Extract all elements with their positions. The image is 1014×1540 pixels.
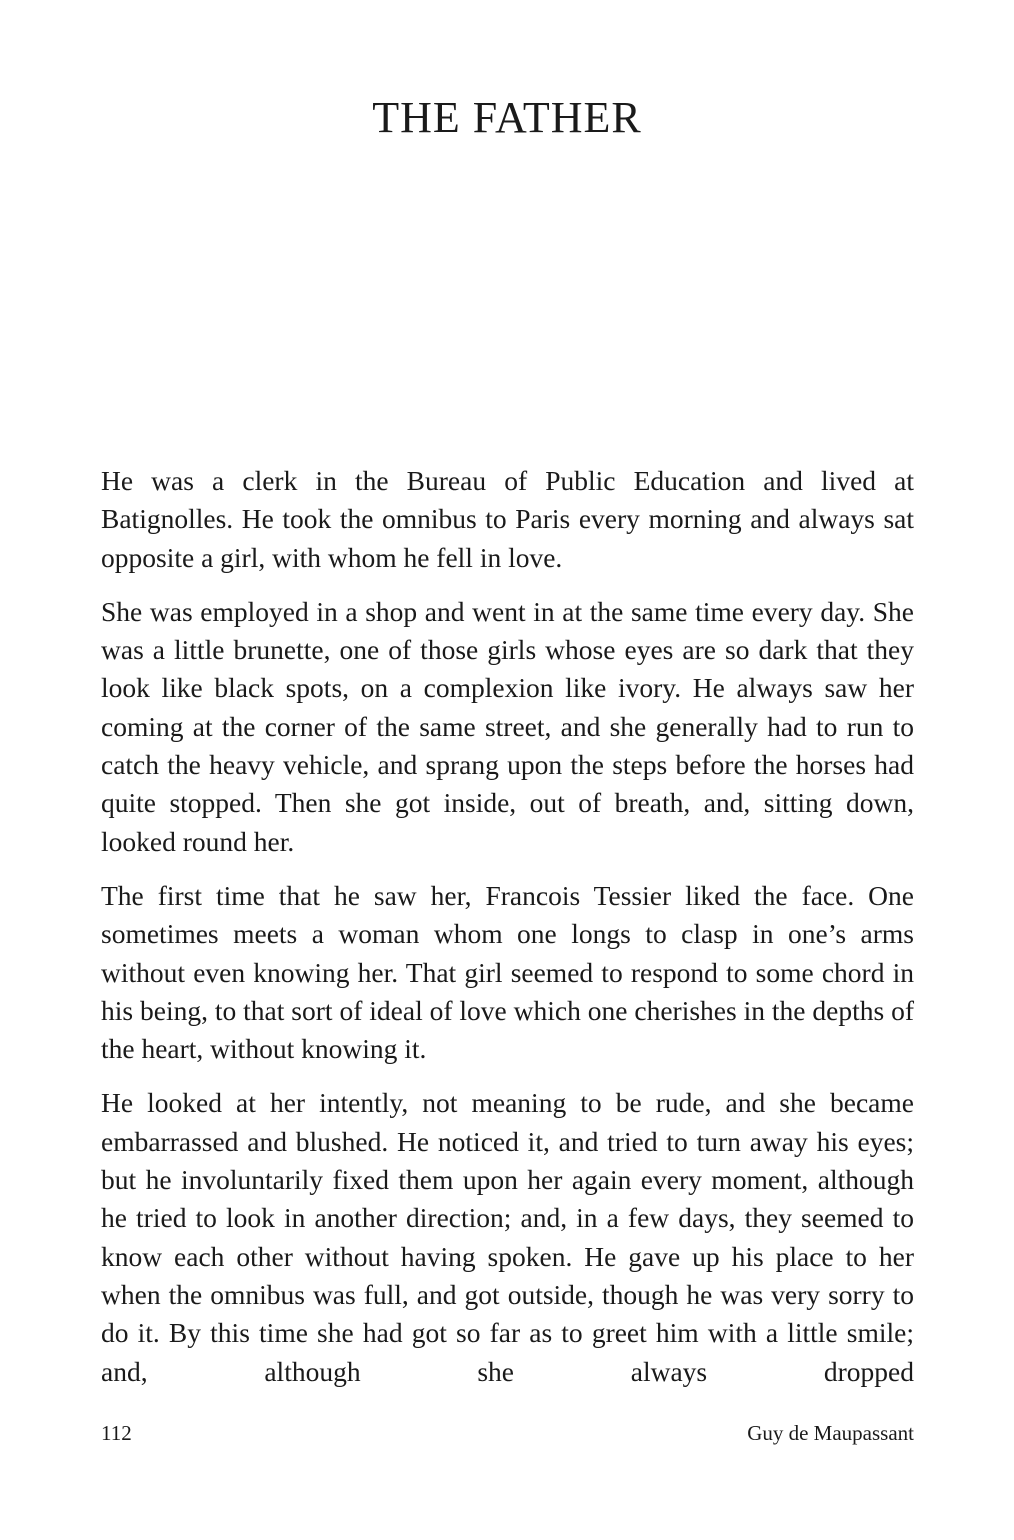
paragraph: She was employed in a shop and went in at the same time every day. She was a little brunette, one of those girls whose eyes are so dark that they look like black spots, on a complexion like ivory. He always saw her coming at the corner of the same street, and she generally had to run to catch the heavy vehicle, and sprang upon the steps before the horses had quite stopped. Then she got inside, out of breath, and, sitting down, looked round her. bbox=[101, 595, 914, 857]
paragraph: He looked at her intently, not meaning to be rude, and she became embarrassed and blushed. He noticed it, and tried to turn away his eyes; but he involuntarily fixed them upon her again every moment, although he tried to look in another direction; and, in a few days, they seemed to know each other without having spoken. He gave up his place to her when the omnibus was full, and got outside, though he was very sorry to do it. By this time she had got so far as to greet him with a little smile; and, although she always dropped bbox=[101, 1087, 914, 1387]
paragraph: The first time that he saw her, Francois Tessier liked the face. One sometimes meets a woman whom one longs to clasp in one’s arms without even knowing her. That girl seemed to respond to some chord in his being, to that sort of ideal of love which one cherishes in the depths of the heart, without knowing it. bbox=[101, 879, 914, 1065]
page-number: 112 bbox=[101, 1421, 132, 1445]
chapter-title: THE FATHER bbox=[372, 93, 642, 142]
page-footer bbox=[101, 1418, 914, 1448]
running-footer-author: Guy de Maupassant bbox=[747, 1421, 914, 1445]
paragraph: He was a clerk in the Bureau of Public Education and lived at Batignolles. He took the omnibus to Paris every morning and always sat opposite a girl, with whom he fell in love. bbox=[101, 465, 914, 573]
chapter-body bbox=[101, 462, 914, 1407]
